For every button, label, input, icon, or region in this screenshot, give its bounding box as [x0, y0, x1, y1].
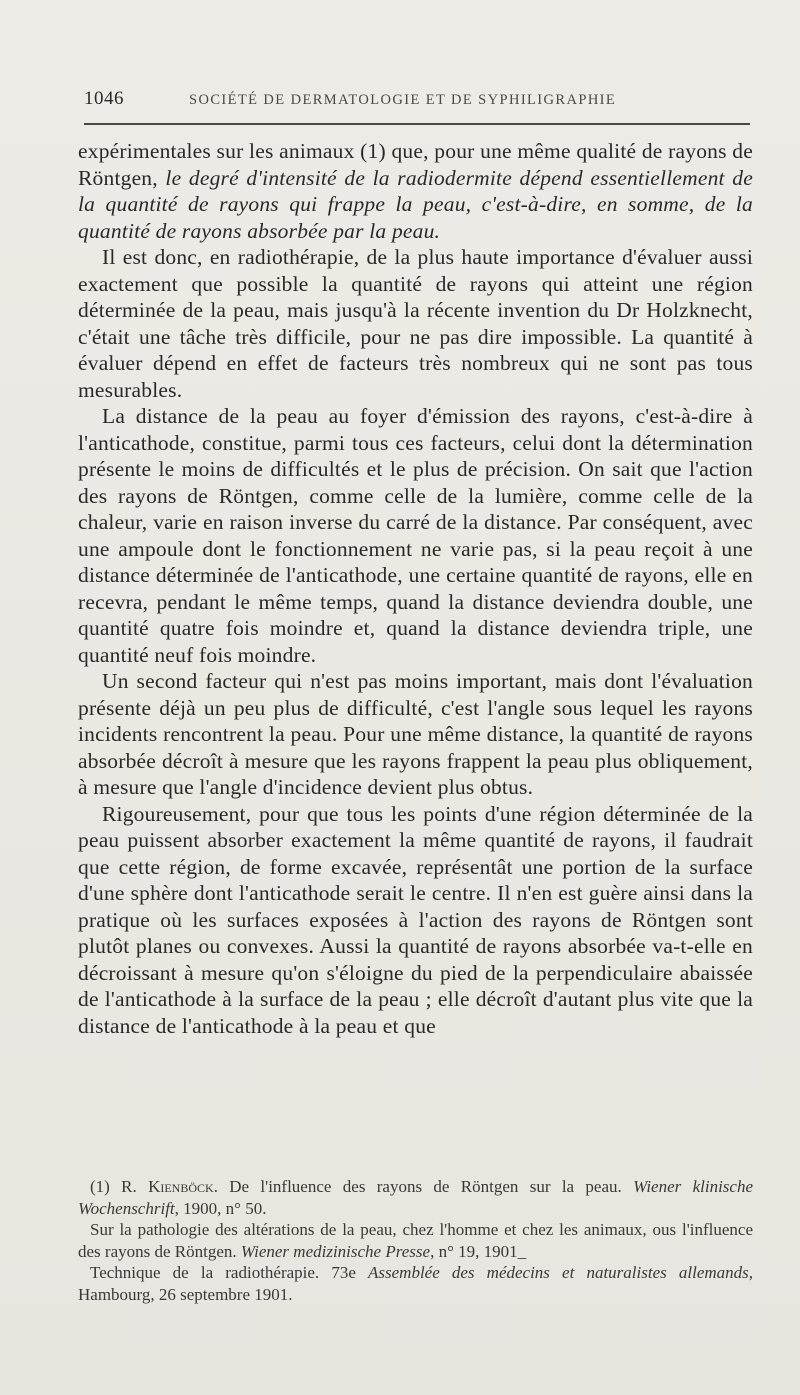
- footnote-1-text-a: . De l'influence des rayons de Röntgen sur la peau.: [213, 1177, 634, 1196]
- paragraph-1-italic: le degré d'intensité de la radiodermite dépend essentiellement de la quantité de rayons qui frappe la peau, c'est-à-dire, en somme, de la quantité de rayons absorbée par la peau.: [78, 165, 753, 243]
- body-text: [78, 138, 753, 1039]
- footnote-1: [78, 1176, 753, 1219]
- paragraph-4: Un second facteur qui n'est pas moins important, mais dont l'évaluation présente déjà un peu plus de difficulté, c'est l'angle sous lequel les rayons incidents rencontrent la peau. Pour une même distance, la quantité de rayons absorbée décroît à mesure que les rayons frappent la peau plus obliquement, à mesure que l'angle d'incidence devient plus obtus.: [78, 669, 753, 799]
- page-header: [84, 88, 750, 120]
- footnote-2-journal: Wiener medizinische Presse: [240, 1241, 431, 1261]
- paragraph-1: [78, 138, 753, 244]
- footnote-1-marker: (1) R.: [90, 1177, 149, 1196]
- footnote-3-text-b: , Hambourg, 26 septembre 1901.: [78, 1263, 754, 1304]
- footnotes: [78, 1176, 753, 1305]
- footnote-1-journal: Wiener klinische Wochenschrift: [78, 1177, 753, 1218]
- footnote-3-journal: Assemblée des médecins et naturalistes allemands: [368, 1263, 749, 1282]
- running-head: SOCIÉTÉ DE DERMATOLOGIE ET DE SYPHILIGRAPHIE: [189, 92, 617, 108]
- page-number: 1046: [84, 88, 124, 109]
- footnote-3-text-a: Technique de la radiothérapie. 73e: [90, 1263, 368, 1282]
- footnote-2: [78, 1219, 753, 1262]
- paragraph-3: La distance de la peau au foyer d'émission des rayons, c'est-à-dire à l'anticathode, constitue, parmi tous ces facteurs, celui dont la détermination présente le moins de difficultés et le plus de précision. On sait que l'action des rayons de Röntgen, comme celle de la lumière, comme celle de la chaleur, varie en raison inverse du carré de la distance. Par conséquent, avec une ampoule dont le fonctionnement ne varie pas, si la peau reçoit à une distance déterminée de l'anticathode, une certaine quantité de rayons, elle en recevra, pendant le même temps, quand la distance deviendra double, une quantité quatre fois moindre et, quand la distance deviendra triple, une quantité neuf fois moindre.: [78, 404, 753, 667]
- footnote-1-text-b: , 1900, n° 50.: [174, 1198, 267, 1218]
- header-rule: [84, 123, 750, 125]
- footnote-2-text-a: Sur la pathologie des altérations de la peau, chez l'homme et chez les animaux, ous l'influence des rayons de Röntgen.: [78, 1220, 753, 1261]
- paragraph-2: Il est donc, en radiothérapie, de la plus haute importance d'évaluer aussi exactement que possible la quantité de rayons qui atteint une région déterminée de la peau, mais jusqu'à la récente invention du Dr Holzknecht, c'était une tâche très difficile, pour ne pas dire impossible. La quantité à évaluer dépend en effet de facteurs très nombreux qui ne sont pas tous mesurables.: [78, 245, 753, 402]
- paragraph-5: Rigoureusement, pour que tous les points d'une région déterminée de la peau puissent absorber exactement la même quantité de rayons, il faudrait que cette région, de forme excavée, représentât une portion de la surface d'une sphère dont l'anticathode serait le centre. Il n'en est guère ainsi dans la pratique où les surfaces exposées à l'action des rayons de Röntgen sont plutôt planes ou convexes. Aussi la quantité de rayons absorbée va-t-elle en décroissant à mesure qu'on s'éloigne du pied de la perpendiculaire abaissée de l'anticathode à la surface de la peau ; elle décroît d'autant plus vite que la distance de l'anticathode à la peau et que: [78, 801, 753, 1038]
- footnote-1-author: Kienböck: [148, 1177, 214, 1196]
- footnote-3: [78, 1262, 753, 1305]
- footnote-2-text-b: , n° 19, 1901_: [430, 1241, 527, 1261]
- paragraph-1-roman: expérimentales sur les animaux (1) que, pour une même qualité de rayons de Röntgen,: [78, 139, 753, 190]
